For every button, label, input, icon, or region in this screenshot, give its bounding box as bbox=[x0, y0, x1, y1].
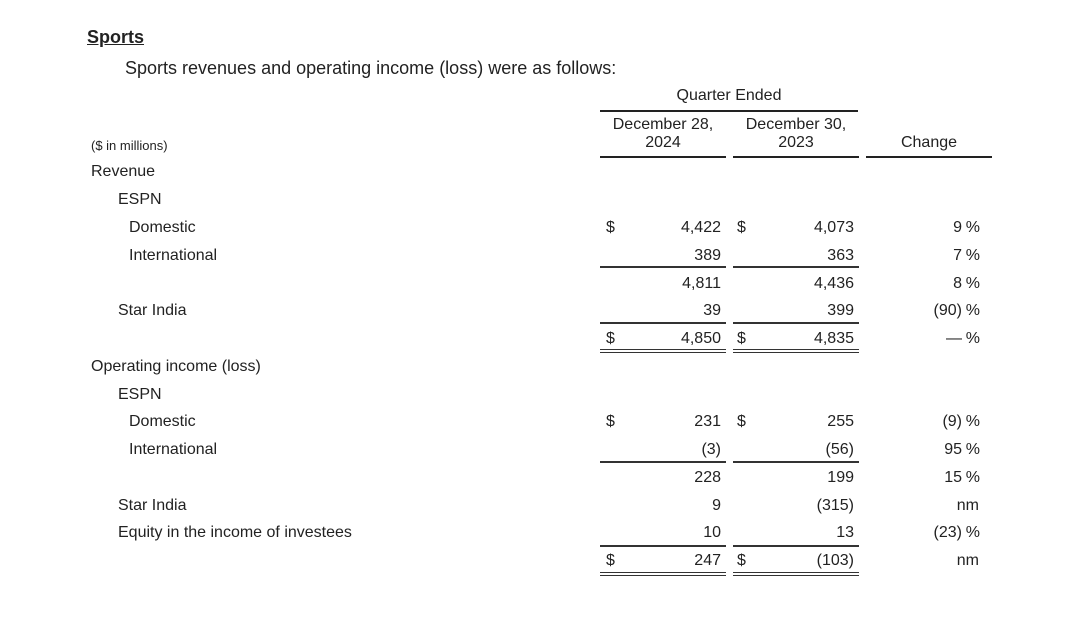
percent-sign: % bbox=[965, 247, 980, 264]
value-2023: 4,073 bbox=[813, 219, 854, 236]
header-underline bbox=[600, 156, 726, 158]
value-2023: 399 bbox=[827, 302, 854, 319]
row-label: Domestic bbox=[129, 413, 196, 430]
change-value: 95 bbox=[944, 441, 962, 458]
change-value: (9) bbox=[942, 413, 962, 430]
change-value: 9 bbox=[953, 219, 962, 236]
percent-sign: % bbox=[965, 524, 980, 541]
dollar-sign: $ bbox=[737, 552, 746, 569]
value-2023: 255 bbox=[827, 413, 854, 430]
dollar-sign: $ bbox=[737, 413, 746, 430]
section-title: Sports bbox=[87, 27, 145, 47]
row-label: Star India bbox=[118, 302, 187, 319]
percent-sign: % bbox=[965, 413, 980, 430]
subtotal-rule bbox=[600, 266, 726, 268]
total-rule bbox=[733, 322, 859, 324]
subtotal-rule bbox=[733, 266, 859, 268]
value-2024: 4,422 bbox=[680, 219, 721, 236]
total-rule bbox=[600, 322, 726, 324]
value-2024: 9 bbox=[712, 497, 721, 514]
value-2024: 231 bbox=[694, 413, 721, 430]
change-value: (23) bbox=[933, 524, 962, 541]
row-label: Domestic bbox=[129, 219, 196, 236]
column-header-2024-line1: December 28, bbox=[612, 116, 714, 133]
value-2023: 199 bbox=[827, 469, 854, 486]
value-2023: (315) bbox=[816, 497, 854, 514]
percent-sign: % bbox=[965, 275, 980, 292]
subtotal-rule bbox=[733, 461, 859, 463]
value-2024: 39 bbox=[703, 302, 721, 319]
value-2023: 363 bbox=[827, 247, 854, 264]
column-header-2023-line1: December 30, bbox=[745, 116, 847, 133]
change-value: nm bbox=[956, 497, 979, 514]
quarter-ended-header: Quarter Ended bbox=[676, 87, 782, 104]
value-2024: 389 bbox=[694, 247, 721, 264]
value-2023: (56) bbox=[825, 441, 854, 458]
value-2023: 13 bbox=[836, 524, 854, 541]
percent-sign: % bbox=[965, 441, 980, 458]
row-label: International bbox=[129, 247, 218, 264]
operating-heading: Operating income (loss) bbox=[91, 358, 261, 375]
operating-espn-heading: ESPN bbox=[118, 386, 162, 403]
subtotal-rule bbox=[600, 461, 726, 463]
double-underline bbox=[600, 349, 726, 353]
intro-text: Sports revenues and operating income (loss) were as follows: bbox=[125, 58, 617, 78]
value-2024: 4,811 bbox=[682, 275, 721, 292]
value-2024: (3) bbox=[701, 441, 721, 458]
change-value: (90) bbox=[933, 302, 962, 319]
row-label: Equity in the income of investees bbox=[118, 524, 352, 541]
header-underline bbox=[866, 156, 992, 158]
total-rule bbox=[733, 545, 859, 547]
revenue-espn-heading: ESPN bbox=[118, 191, 162, 208]
percent-sign: % bbox=[965, 330, 980, 347]
percent-sign: % bbox=[965, 469, 980, 486]
revenue-heading: Revenue bbox=[91, 163, 156, 180]
value-2024: 247 bbox=[694, 552, 721, 569]
dollar-sign: $ bbox=[737, 330, 746, 347]
value-2024: 10 bbox=[703, 524, 721, 541]
column-header-2024 bbox=[600, 116, 726, 152]
column-header-2024-line2: 2024 bbox=[645, 134, 681, 151]
dollar-sign: $ bbox=[606, 552, 615, 569]
percent-sign: % bbox=[965, 302, 980, 319]
value-2024: 4,850 bbox=[680, 330, 721, 347]
change-value: nm bbox=[956, 552, 979, 569]
row-label: Star India bbox=[118, 497, 187, 514]
dollar-sign: $ bbox=[606, 330, 615, 347]
column-header-change: Change bbox=[900, 134, 958, 151]
change-value: 8 bbox=[953, 275, 962, 292]
header-underline bbox=[733, 156, 859, 158]
dollar-sign: $ bbox=[737, 219, 746, 236]
double-underline bbox=[600, 572, 726, 576]
total-rule bbox=[600, 545, 726, 547]
value-2023: (103) bbox=[816, 552, 854, 569]
percent-sign: % bbox=[965, 219, 980, 236]
change-value: — bbox=[946, 330, 962, 347]
dollar-sign: $ bbox=[606, 413, 615, 430]
dollar-sign: $ bbox=[606, 219, 615, 236]
column-header-2023-line2: 2023 bbox=[778, 134, 814, 151]
row-label: International bbox=[129, 441, 218, 458]
double-underline bbox=[733, 349, 859, 353]
value-2024: 228 bbox=[694, 469, 721, 486]
change-value: 15 bbox=[944, 469, 962, 486]
value-2023: 4,436 bbox=[813, 275, 854, 292]
double-underline bbox=[733, 572, 859, 576]
column-header-2023 bbox=[733, 116, 859, 152]
units-label: ($ in millions) bbox=[91, 138, 168, 153]
value-2023: 4,835 bbox=[813, 330, 854, 347]
header-rule bbox=[600, 110, 858, 112]
change-value: 7 bbox=[953, 247, 962, 264]
